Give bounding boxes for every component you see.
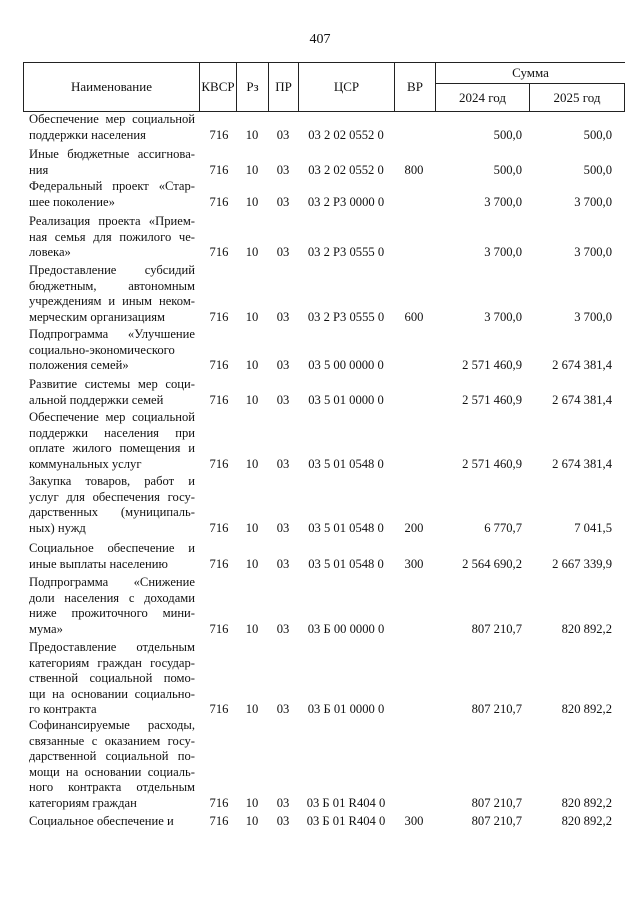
- row-sum-2024: 3 700,0: [484, 309, 522, 324]
- row-name: [29, 640, 195, 718]
- row-kvsr: 716: [209, 127, 229, 142]
- row-kvsr: 716: [209, 392, 229, 407]
- row-sum-2025: 3 700,0: [574, 194, 612, 209]
- row-name-line: бюджетным, автономным: [29, 278, 195, 293]
- row-csr: 03 2 Р3 0555 0: [307, 309, 385, 324]
- row-sum-2025: 2 674 381,4: [552, 456, 612, 471]
- row-sum-2024: 807 210,7: [471, 621, 522, 636]
- row-name-line: Социальное обеспечение и: [29, 541, 195, 555]
- table-row: [0, 179, 640, 210]
- row-name: [29, 718, 195, 812]
- row-kvsr: 716: [209, 556, 229, 571]
- table-row: [0, 410, 640, 472]
- row-name-line: дарственных (муниципаль-: [29, 505, 195, 520]
- row-sum-2024: 500,0: [493, 162, 522, 177]
- row-csr: 03 Б 01 R404 0: [306, 814, 386, 828]
- row-kvsr: 716: [209, 456, 229, 471]
- row-pr: 03: [276, 392, 290, 407]
- row-name: [29, 147, 195, 178]
- row-sum-2025: 2 674 381,4: [552, 392, 612, 407]
- row-sum-2024: 2 571 460,9: [462, 358, 522, 373]
- row-rz: 10: [245, 127, 259, 142]
- table-row: [0, 814, 640, 830]
- row-name-line: доли населения с доходами: [29, 590, 195, 605]
- row-rz: 10: [245, 621, 259, 636]
- row-rz: 10: [245, 520, 259, 535]
- table-row: [0, 718, 640, 812]
- row-sum-2024: 807 210,7: [471, 796, 522, 810]
- row-pr: 03: [276, 127, 290, 142]
- row-csr: 03 5 01 0548 0: [308, 456, 384, 471]
- table-row: [0, 214, 640, 261]
- row-vr: 300: [404, 814, 424, 828]
- row-kvsr: 716: [209, 358, 229, 373]
- table-row: [0, 327, 640, 374]
- row-kvsr: 716: [209, 309, 229, 324]
- row-sum-2025: 820 892,2: [561, 702, 612, 717]
- row-kvsr: 716: [209, 245, 229, 260]
- row-rz: 10: [245, 702, 259, 717]
- row-name: [29, 410, 195, 472]
- table-row: [0, 377, 640, 408]
- row-name-line: ственной социальной помо-: [29, 671, 195, 686]
- row-name-line: шее поколение»: [29, 194, 115, 209]
- row-kvsr: 716: [209, 520, 229, 535]
- header-vr: ВР: [395, 63, 436, 111]
- row-name-line: ных) нужд: [29, 520, 86, 535]
- row-vr: 300: [404, 556, 424, 571]
- table-row: [0, 112, 640, 143]
- row-name: [29, 575, 195, 637]
- row-pr: 03: [276, 814, 290, 828]
- header-kvsr: КВСР: [200, 63, 237, 111]
- row-name-line: учреждениям и иным неком-: [29, 294, 195, 309]
- row-name-line: Иные бюджетные ассигнова-: [29, 147, 195, 161]
- row-pr: 03: [276, 796, 290, 810]
- row-name: [29, 377, 195, 408]
- row-name-line: щи на основании социально-: [29, 686, 195, 701]
- row-sum-2024: 2 571 460,9: [462, 456, 522, 471]
- row-name-line: Развитие системы мер соци-: [29, 377, 195, 391]
- row-sum-2025: 500,0: [583, 127, 612, 142]
- table-row: [0, 541, 640, 572]
- table-row: [0, 640, 640, 718]
- row-csr: 03 2 Р3 0555 0: [307, 245, 385, 260]
- row-name-line: связанные с оказанием госу-: [29, 733, 195, 748]
- row-vr: 600: [404, 309, 424, 324]
- row-pr: 03: [276, 358, 290, 373]
- row-name-line: ного контракта отдельным: [29, 780, 195, 795]
- row-name-line: мощи на основании социаль-: [29, 764, 195, 779]
- row-name-line: положения семей»: [29, 358, 129, 373]
- row-pr: 03: [276, 309, 290, 324]
- row-name-line: Подпрограмма «Снижение: [29, 575, 195, 589]
- row-sum-2025: 3 700,0: [574, 309, 612, 324]
- row-rz: 10: [245, 456, 259, 471]
- header-year-2024: 2024 год: [436, 84, 530, 111]
- row-name-line: альной поддержки семей: [29, 392, 164, 407]
- row-csr: 03 2 02 0552 0: [308, 127, 384, 142]
- header-name: Наименование: [24, 63, 200, 111]
- row-kvsr: 716: [209, 621, 229, 636]
- row-sum-2024: 3 700,0: [484, 245, 522, 260]
- row-name-line: социально-экономического: [29, 342, 175, 357]
- row-pr: 03: [276, 194, 290, 209]
- row-name: [29, 112, 195, 143]
- row-rz: 10: [245, 245, 259, 260]
- row-pr: 03: [276, 245, 290, 260]
- row-sum-2024: 500,0: [493, 127, 522, 142]
- header-csr: ЦСР: [299, 63, 395, 111]
- row-kvsr: 716: [209, 796, 229, 810]
- row-sum-2025: 7 041,5: [574, 520, 612, 535]
- row-pr: 03: [276, 621, 290, 636]
- row-rz: 10: [245, 162, 259, 177]
- page-number: 407: [309, 32, 331, 47]
- row-pr: 03: [276, 520, 290, 535]
- row-kvsr: 716: [209, 702, 229, 717]
- row-name-line: Обеспечение мер социальной: [29, 410, 195, 424]
- row-name-line: категориям граждан: [29, 795, 137, 810]
- row-name-line: Реализация проекта «Прием-: [29, 214, 195, 228]
- row-name-line: дарственной социальной по-: [29, 749, 195, 764]
- row-name-line: мума»: [29, 621, 63, 636]
- row-name: [29, 814, 195, 830]
- row-rz: 10: [245, 556, 259, 571]
- row-rz: 10: [245, 814, 259, 828]
- row-name: [29, 327, 195, 374]
- row-name-line: коммунальных услуг: [29, 456, 142, 471]
- row-sum-2024: 2 564 690,2: [462, 556, 522, 571]
- row-name-line: ная семья для пожилого че-: [29, 229, 195, 244]
- row-name-line: оплате жилого помещения и: [29, 441, 195, 456]
- row-csr: 03 5 01 0548 0: [308, 556, 384, 571]
- row-sum-2025: 2 674 381,4: [552, 358, 612, 373]
- header-year-2025: 2025 год: [530, 84, 625, 111]
- row-pr: 03: [276, 456, 290, 471]
- row-vr: 200: [404, 520, 424, 535]
- row-name-line: Предоставление субсидий: [29, 263, 195, 277]
- row-name: [29, 263, 195, 325]
- row-name-line: поддержки населения при: [29, 425, 195, 440]
- row-rz: 10: [245, 358, 259, 373]
- row-name-line: ниже прожиточного мини-: [29, 606, 195, 621]
- row-name: [29, 474, 195, 536]
- row-kvsr: 716: [209, 814, 229, 828]
- row-name-line: го контракта: [29, 702, 97, 717]
- table-row: [0, 263, 640, 325]
- row-name-line: иные выплаты населению: [29, 556, 168, 571]
- table-row: [0, 575, 640, 637]
- row-kvsr: 716: [209, 194, 229, 209]
- row-name-line: услуг для обеспечения госу-: [29, 489, 195, 504]
- table-row: [0, 147, 640, 178]
- row-rz: 10: [245, 309, 259, 324]
- row-csr: 03 Б 00 0000 0: [307, 621, 385, 636]
- header-pr: ПР: [269, 63, 299, 111]
- row-name-line: Подпрограмма «Улучшение: [29, 327, 195, 341]
- row-rz: 10: [245, 194, 259, 209]
- row-sum-2025: 820 892,2: [561, 796, 612, 810]
- row-sum-2025: 820 892,2: [561, 814, 612, 828]
- row-csr: 03 2 02 0552 0: [308, 162, 384, 177]
- header-sum: Сумма: [436, 63, 625, 84]
- row-sum-2025: 2 667 339,9: [552, 556, 612, 571]
- row-vr: 800: [404, 162, 424, 177]
- header-rz: Рз: [237, 63, 269, 111]
- row-csr: 03 2 Р3 0000 0: [307, 194, 385, 209]
- row-rz: 10: [245, 392, 259, 407]
- row-sum-2025: 500,0: [583, 162, 612, 177]
- row-name: [29, 179, 195, 210]
- row-name-line: Софинансируемые расходы,: [29, 718, 195, 732]
- row-name-line: Закупка товаров, работ и: [29, 474, 195, 488]
- row-sum-2025: 820 892,2: [561, 621, 612, 636]
- table-row: [0, 474, 640, 536]
- row-sum-2024: 2 571 460,9: [462, 392, 522, 407]
- row-rz: 10: [245, 796, 259, 810]
- row-sum-2024: 807 210,7: [471, 814, 522, 828]
- row-csr: 03 Б 01 R404 0: [306, 796, 386, 810]
- row-name-line: поддержки населения: [29, 127, 146, 142]
- row-name: [29, 541, 195, 572]
- row-csr: 03 5 01 0548 0: [308, 520, 384, 535]
- row-sum-2024: 3 700,0: [484, 194, 522, 209]
- row-sum-2024: 807 210,7: [471, 702, 522, 717]
- row-sum-2024: 6 770,7: [484, 520, 522, 535]
- row-name-line: ния: [29, 162, 49, 177]
- row-name: [29, 214, 195, 261]
- row-csr: 03 5 00 0000 0: [308, 358, 384, 373]
- row-csr: 03 5 01 0000 0: [308, 392, 384, 407]
- row-csr: 03 Б 01 0000 0: [307, 702, 385, 717]
- row-name-line: ловека»: [29, 245, 71, 260]
- row-pr: 03: [276, 162, 290, 177]
- row-sum-2025: 3 700,0: [574, 245, 612, 260]
- row-pr: 03: [276, 556, 290, 571]
- row-kvsr: 716: [209, 162, 229, 177]
- row-pr: 03: [276, 702, 290, 717]
- row-name-line: Федеральный проект «Стар-: [29, 179, 195, 193]
- row-name-line: Обеспечение мер социальной: [29, 112, 195, 126]
- row-name-line: Предоставление отдельным: [29, 640, 195, 654]
- row-name-line: мерческим организациям: [29, 309, 165, 324]
- row-name-line: категориям граждан государ-: [29, 655, 195, 670]
- row-name-line: Социальное обеспечение и: [29, 814, 174, 828]
